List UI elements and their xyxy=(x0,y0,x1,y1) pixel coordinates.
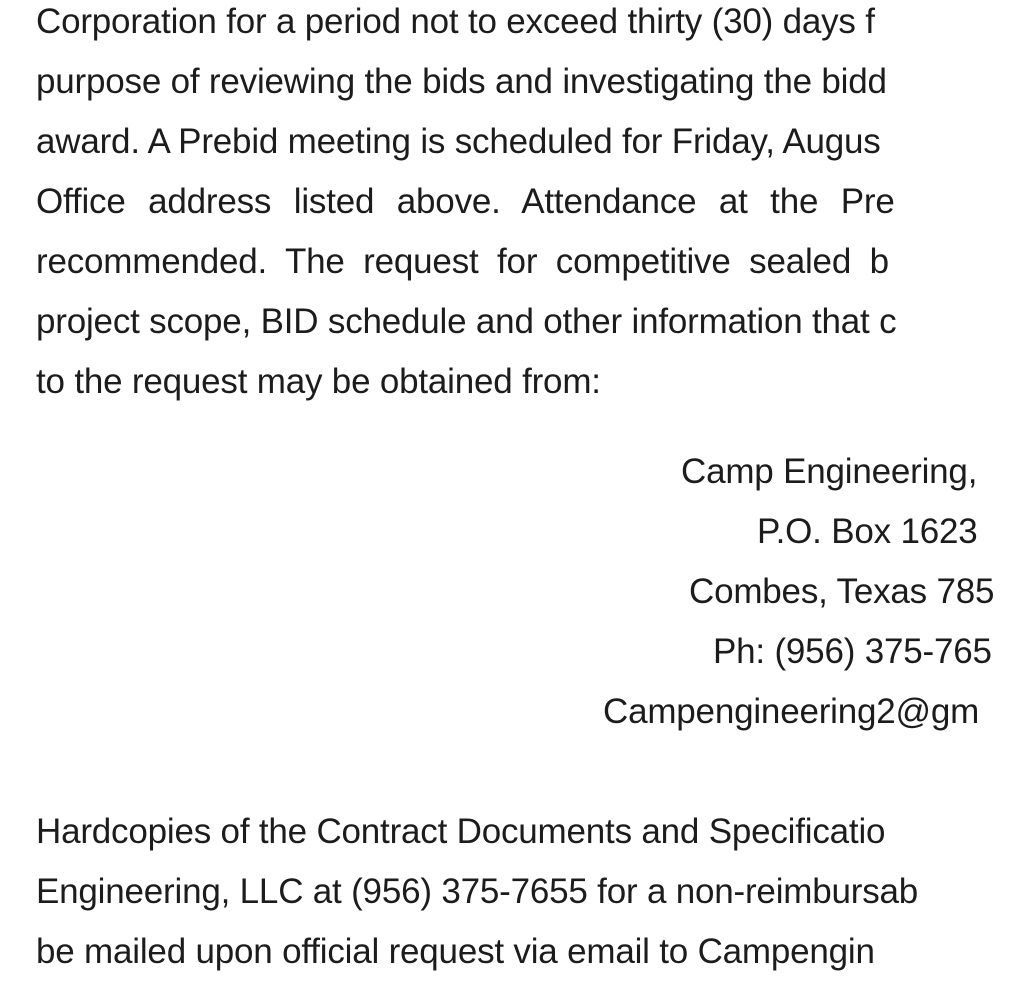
paragraph-line: project scope, BID schedule and other information that c xyxy=(36,302,897,341)
paragraph-line: Hardcopies of the Contract Documents and Specificatio xyxy=(36,812,886,851)
paragraph-line: Corporation for a period not to exceed thirty (30) days f xyxy=(36,2,875,41)
paragraph-line: award. A Prebid meeting is scheduled for Friday, Augus xyxy=(36,122,881,161)
paragraph-line: Engineering, LLC at (956) 375-7655 for a non-reimbursab xyxy=(36,872,919,911)
paragraph-line: recommended. The request for competitive sealed b xyxy=(36,242,889,281)
paragraph-line: purpose of reviewing the bids and investigating the bidd xyxy=(36,62,887,101)
paragraph-line: to the request may be obtained from: xyxy=(36,362,601,401)
address-po-box: P.O. Box 1623 xyxy=(757,512,978,551)
paragraph-line: Office address listed above. Attendance at the Pre xyxy=(36,182,895,221)
address-city: Combes, Texas 785 xyxy=(689,572,995,611)
paragraph-line: be mailed upon official request via email to Campengin xyxy=(36,932,875,971)
address-email: Campengineering2@gm xyxy=(603,692,980,731)
address-phone: Ph: (956) 375-765 xyxy=(713,632,992,671)
address-company: Camp Engineering, xyxy=(681,452,978,491)
